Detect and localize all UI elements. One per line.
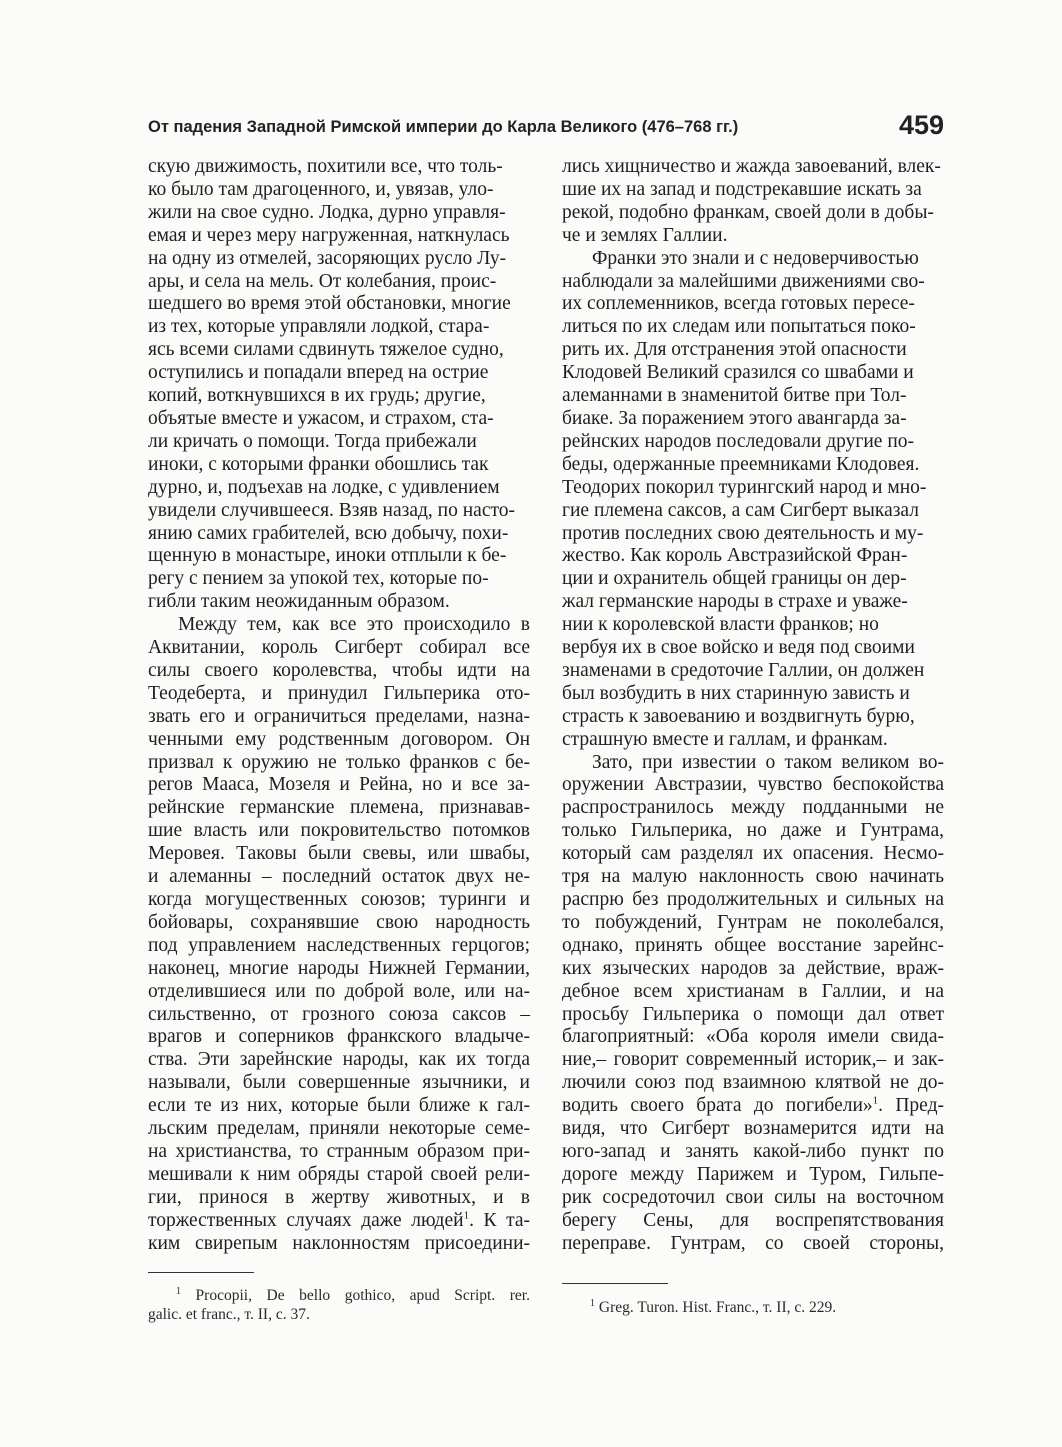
text-line: призвал к оружию не только франков с бе- (148, 751, 530, 773)
text-line: скую движимость, похитили все, что толь- (148, 156, 503, 177)
paragraph (148, 156, 530, 614)
footnote-line: $^1$ Procopii, De bello gothico, apud Script. rer. (176, 1285, 530, 1304)
text-line: тря на малую наклонность свою начинать (562, 866, 944, 888)
footnote-mark: 1 (176, 1285, 181, 1297)
text-line: ства. Эти зарейнские народы, как их тогда (148, 1049, 530, 1071)
text-line: оступились и попадали вперед на острие (148, 362, 489, 384)
text-line: ли кричать о помощи. Тогда прибежали (148, 430, 477, 452)
text-line: рекой, подобно франкам, своей доли в добы- (562, 201, 934, 223)
paragraph (148, 614, 530, 1255)
text-line: лючили союз под взаимною клятвой не до- (562, 1072, 944, 1094)
text-line: гие племена саксов, а сам Сигберт выказал (562, 499, 919, 521)
footnote-rule (562, 1283, 668, 1284)
text-line: ясь всеми силами сдвинуть тяжелое судно, (148, 339, 504, 361)
paragraph (562, 248, 944, 752)
text-line: регу с пением за упокой тех, которые по- (148, 568, 489, 590)
footnote-ref: 1 (463, 1209, 470, 1222)
running-head (148, 110, 944, 144)
footnote-mark: 1 (590, 1297, 595, 1309)
text-line: распрю без продолжительных и сильных на (562, 889, 944, 910)
text-line: называли, были совершенные язычники, и (148, 1072, 530, 1094)
footnote-right (562, 1298, 944, 1317)
text-line: шие их на запад и подстрекавшие искать за (562, 178, 922, 200)
text-line: шие власть или покровительство потомков (148, 820, 530, 842)
text-line: когда могущественных союзов; туринги и (148, 889, 530, 910)
paragraph (562, 156, 944, 248)
text-line: на христианства, то странным образом при- (148, 1140, 530, 1162)
text-line: торжественных случаях даже людей$^1$. К та- (148, 1209, 530, 1231)
text-line: регов Мааса, Мозеля и Рейна, но и все за- (148, 774, 530, 796)
text-line: янию самих грабителей, всю добычу, похи- (148, 522, 509, 544)
footnote-ref: 1 (872, 1094, 879, 1107)
text-line: щенную в монастыре, иноки отплыли к бе- (148, 545, 507, 567)
text-line: под управлением наследственных герцогов; (148, 934, 530, 956)
text-line: Аквитании, король Сигберт собирал все (148, 637, 530, 659)
text-line: рейнские германские племена, признавав- (148, 797, 530, 819)
text-line: если те из них, которые были ближе к гал- (148, 1095, 530, 1117)
text-line: че и землях Галлии. (562, 224, 728, 246)
text-line: силы своего королевства, чтобы идти на (148, 659, 530, 681)
page-number: 459 (898, 110, 944, 140)
text-line: дурно, и, подъехав на лодке, с удивлением (148, 476, 500, 498)
text-line: против последних свою деятельность и му- (562, 522, 924, 544)
text-line: водить своего брата до погибели»$^1$. Пред- (562, 1094, 944, 1117)
text-line: был возбудить в них старинную зависть и (562, 682, 910, 704)
text-line: Между тем, как все это происходило в (178, 614, 530, 636)
text-line: Меровея. Таковы были свевы, или швабы, (148, 843, 530, 865)
text-line: берегу Сены, для воспрепятствования (562, 1209, 944, 1231)
text-line: юго-запад и занять какой-либо пункт по (562, 1140, 944, 1162)
text-line: дебное всем христианам в Галлии, и на (562, 980, 944, 1002)
text-line: наблюдали за малейшими движениями сво- (562, 270, 925, 292)
text-line: шедшего во время этой обстановки, многие (148, 293, 511, 315)
text-line: знаменами в средоточие Галлии, он должен (562, 659, 925, 681)
text-line: ние,– говорит современный историк,– и зак- (562, 1049, 944, 1071)
text-line: страсть к завоеванию и воздвигнуть бурю, (562, 705, 915, 727)
text-line: литься по их следам или попытаться поко- (562, 316, 916, 338)
text-line: отделившиеся или по доброй воле, или на- (148, 980, 530, 1002)
text-line: объятые вместе и ужасом, и страхом, ста- (148, 407, 494, 429)
text-line: иноки, с которыми франки обошлись так (148, 453, 489, 475)
text-line: оружении Австразии, чувство беспокойства (562, 774, 944, 796)
text-line: страшную вместе и галлам, и франкам. (562, 728, 888, 750)
text-line: просьбу Гильперика о помощи дал ответ (562, 1003, 944, 1025)
text-line: биаке. За поражением этого авангарда за- (562, 407, 907, 429)
text-line: Франки это знали и с недоверчивостью (592, 247, 919, 269)
text-line: рейнских народов последовали другие по- (562, 430, 914, 452)
text-line: Теодеберта, и принудил Гильперика ото- (148, 682, 530, 704)
footnote-line: galic. et franc., т. II, с. 37. (148, 1306, 310, 1323)
text-line: ции и охранитель общей границы он дер- (562, 568, 907, 590)
text-line: жество. Как король Австразийской Фран- (562, 545, 908, 567)
text-line: распространилось между подданными не (562, 797, 944, 819)
text-line: нии к королевской власти франков; но (562, 614, 879, 636)
text-line: Зато, при известии о таком великом во- (592, 751, 944, 773)
footnote-line: $^1$ Greg. Turon. Hist. Franc., т. II, с. 229. (590, 1297, 837, 1316)
text-line: ары, и села на мель. От колебания, проис- (148, 270, 497, 292)
text-line: Клодовей Великий сразился со швабами и (562, 362, 914, 384)
text-line: из тех, которые управляли лодкой, стара- (148, 316, 490, 338)
text-line: звать его и ограничиться пределами, назна- (148, 705, 530, 727)
text-line: мешивали к ним обряды старой своей рели- (148, 1163, 530, 1185)
running-head-title: От падения Западной Римской империи до Карла Великого (476–768 гг.) (148, 118, 739, 136)
paragraph (562, 752, 944, 1256)
footnote-rule (148, 1272, 254, 1273)
text-line: сильственно, от грозного союза саксов – (148, 1003, 530, 1025)
text-line: вербуя их в свое войско и ведя под своими (562, 637, 915, 659)
text-line: только Гильперика, но даже и Гунтрама, (562, 820, 944, 842)
text-line: ко было там драгоценного, и, увязав, уло- (148, 178, 494, 200)
text-line: алеманнами в знаменитой битве при Тол- (562, 385, 907, 407)
text-line: гии, принося в жертву животных, и в (148, 1186, 530, 1208)
text-line: беды, одержанные преемниками Клодовея. (562, 453, 920, 475)
text-line: гибли таким неожиданным образом. (148, 591, 450, 613)
text-line: рить их. Для отстранения этой опасности (562, 339, 907, 361)
text-line: благоприятный: «Оба короля имели свида- (562, 1026, 944, 1048)
text-line: дороге между Парижем и Туром, Гильпе- (562, 1163, 944, 1185)
text-line: бойовары, сохранявшие свою народность (148, 911, 530, 933)
text-line: который сам разделял их опасения. Несмо- (562, 843, 944, 865)
text-line: емая и через меру нагруженная, наткнулась (148, 224, 510, 246)
text-line: лись хищничество и жажда завоеваний, влек- (562, 156, 941, 177)
text-line: копий, воткнувшихся в их грудь; другие, (148, 385, 486, 407)
text-line: видя, что Сигберт вознамерится идти на (562, 1118, 944, 1140)
text-line: и алеманны – последний остаток двух не- (148, 866, 530, 888)
text-line: жал германские народы в страхе и уваже- (562, 591, 908, 613)
text-line: рик сосредоточил свои силы на восточном (562, 1186, 944, 1208)
text-line: то побуждений, Гунтрам не поколебался, (562, 911, 944, 933)
footnote-left (148, 1286, 530, 1324)
right-column (562, 156, 944, 1256)
text-line: на одну из отмелей, засоряющих русло Лу- (148, 247, 507, 269)
text-line: Теодорих покорил турингский народ и мно- (562, 476, 927, 498)
text-line: однако, принять общее восстание зарейнс- (562, 934, 944, 956)
text-line: увидели случившееся. Взяв назад, по насто- (148, 499, 515, 521)
text-line: наконец, многие народы Нижней Германии, (148, 957, 530, 979)
text-line: льским пределам, приняли некоторые семе- (148, 1118, 530, 1140)
text-line: врагов и соперников франкского владыче- (148, 1026, 530, 1048)
text-line: ким свирепым наклонностям присоедини- (148, 1232, 530, 1254)
text-line: их соплеменников, всегда готовых пересе- (562, 293, 915, 315)
text-line: ченными ему родственным договором. Он (148, 728, 530, 750)
text-line: жили на свое судно. Лодка, дурно управля- (148, 201, 506, 223)
left-column (148, 156, 530, 1256)
text-line: переправе. Гунтрам, со своей стороны, (562, 1232, 944, 1254)
text-line: ких языческих народов за действие, враж- (562, 957, 944, 979)
